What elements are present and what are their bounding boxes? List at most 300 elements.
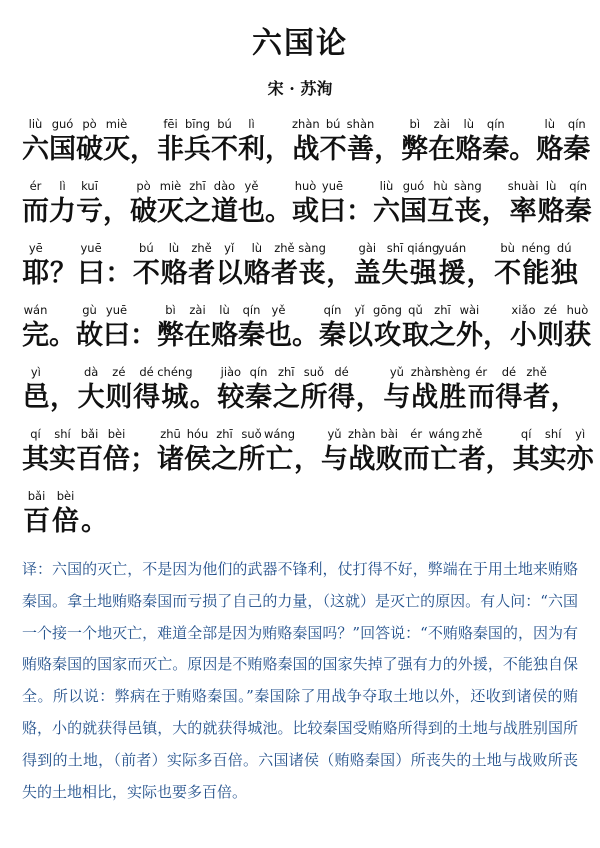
character-cell [49, 116, 76, 168]
hanzi: 而 [22, 196, 49, 227]
character-cell [265, 302, 292, 354]
pinyin: zhū [160, 427, 181, 441]
hanzi: 攻 [373, 320, 401, 351]
pinyin: zhī [434, 303, 451, 317]
character-cell [354, 240, 382, 292]
hanzi: 败 [375, 444, 403, 475]
character-cell [157, 364, 193, 416]
hanzi: 完 [22, 320, 49, 351]
punctuation-cell [355, 364, 383, 416]
pinyin: zhě [461, 427, 483, 441]
character-cell [188, 240, 216, 292]
hanzi: 得 [133, 382, 161, 413]
pinyin: zhě [526, 365, 547, 379]
pinyin: lù [545, 179, 557, 193]
hanzi: 或 [292, 196, 319, 227]
pinyin: suǒ [303, 365, 325, 379]
punctuation: ； [130, 444, 157, 475]
punctuation: ， [50, 382, 77, 413]
character-cell [521, 240, 550, 292]
pinyin: zhī [216, 427, 233, 441]
pinyin: chéng [157, 365, 193, 379]
hanzi: 而 [402, 444, 430, 475]
pinyin: zhàn [410, 365, 439, 379]
hanzi: 胜 [439, 382, 467, 413]
hanzi: 六 [373, 196, 400, 227]
character-cell [455, 116, 482, 168]
punctuation-cell [130, 302, 157, 354]
hanzi: 倍 [103, 444, 130, 475]
text-line [22, 230, 578, 292]
pinyin: yě [271, 303, 286, 317]
character-cell [238, 426, 265, 478]
punctuation: ， [374, 134, 402, 165]
character-cell [454, 178, 482, 230]
character-cell [429, 302, 456, 354]
character-cell [513, 426, 540, 478]
hanzi: 不 [132, 258, 160, 289]
hanzi: 其 [512, 444, 540, 475]
hanzi: 较 [217, 382, 245, 413]
hanzi: 非 [157, 134, 184, 165]
hanzi: 战 [292, 134, 320, 165]
character-cell [211, 426, 238, 478]
punctuation: ， [326, 258, 354, 289]
pinyin: wài [459, 303, 480, 317]
pinyin: yǔ [327, 427, 342, 441]
hanzi: 战 [348, 444, 376, 475]
punctuation-cell [550, 364, 578, 416]
pinyin: ér [29, 179, 42, 193]
pinyin: lì [248, 117, 255, 131]
pinyin: qín [486, 117, 505, 131]
pinyin: bù [500, 241, 515, 255]
hanzi: 者 [270, 258, 298, 289]
character-cell [76, 426, 103, 478]
pinyin: shí [54, 427, 71, 441]
pinyin: qí [520, 427, 532, 441]
character-cell [157, 302, 184, 354]
hanzi: 国 [49, 134, 76, 165]
pinyin: bèi [107, 427, 126, 441]
hanzi: 秦 [563, 134, 591, 165]
pinyin: liù [379, 179, 394, 193]
pinyin: yì [30, 365, 41, 379]
punctuation: 。 [509, 134, 537, 165]
character-cell [77, 364, 105, 416]
character-cell [217, 364, 245, 416]
character-cell [298, 240, 326, 292]
pinyin: bú [139, 241, 154, 255]
character-cell [494, 240, 522, 292]
pinyin: gù [82, 303, 97, 317]
character-cell [320, 116, 347, 168]
pinyin: zhě [191, 241, 212, 255]
pinyin: yuán [437, 241, 467, 255]
punctuation-cell [130, 116, 157, 168]
pinyin: dé [139, 365, 154, 379]
character-cell [409, 240, 438, 292]
hanzi: 互 [427, 196, 454, 227]
hanzi: 赂 [243, 258, 271, 289]
character-cell [160, 240, 188, 292]
character-cell [76, 178, 103, 230]
hanzi: 秦 [564, 196, 592, 227]
character-cell [238, 178, 265, 230]
pinyin: shuài [507, 179, 539, 193]
hanzi: 所 [300, 382, 328, 413]
character-cell [245, 364, 273, 416]
punctuation-cell [346, 178, 373, 230]
punctuation-cell [265, 178, 292, 230]
hanzi: 道 [211, 196, 238, 227]
author-line: 宋 · 苏洵 [267, 79, 333, 98]
punctuation: ， [481, 196, 509, 227]
pinyin: qín [323, 303, 342, 317]
character-cell [321, 426, 348, 478]
character-cell [373, 178, 400, 230]
pinyin: bài [380, 427, 398, 441]
pinyin: lù [251, 241, 263, 255]
punctuation: ， [550, 382, 578, 413]
pinyin: zài [433, 117, 450, 131]
pinyin: miè [105, 117, 128, 131]
pinyin: miè [159, 179, 182, 193]
character-cell [565, 178, 592, 230]
hanzi: 者 [188, 258, 216, 289]
punctuation: ， [355, 382, 383, 413]
pinyin: bèi [56, 489, 75, 503]
pinyin: pò [136, 179, 151, 193]
character-cell [157, 178, 184, 230]
hanzi: 曰 [77, 258, 105, 289]
hanzi: 曰 [319, 196, 346, 227]
translation-paragraph: 译：六国的灭亡，不是因为他们的武器不锋利，仗打得不好，弊端在于用土地来贿赂秦国。拿土地贿赂秦国而亏损了自己的力量，（这就）是灭亡的原因。有人问：“六国一个接一个地灭亡，难道全部是因为贿赂秦国吗？”回答说：“不贿赂秦国的，因为有贿赂秦国的国家而灭亡。原因是不贿赂秦国的国家失掉了强有力的外援，不能独自保全。所以说：弊病在于贿赂秦国。”秦国除了用战争夺取土地以外，还收到诸侯的贿赂，小的就获得邑镇，大的就获得城池。比较秦国受贿赂所得到的土地与战胜别国所得到的土地，（前者）实际多百倍。六国诸侯（贿赂秦国）所丧失的土地与战败所丧失的土地相比，实际也要多百倍。 [22, 560, 578, 801]
character-cell [319, 302, 346, 354]
character-cell [550, 240, 578, 292]
pinyin: huò [566, 303, 589, 317]
punctuation: 。 [81, 506, 108, 537]
character-cell [184, 116, 211, 168]
text-line [22, 354, 578, 416]
hanzi: 亦 [566, 444, 594, 475]
pinyin: néng [521, 241, 551, 255]
pinyin: qí [30, 427, 41, 441]
pinyin: zhī [277, 365, 295, 379]
pinyin: sàng [454, 179, 482, 193]
pinyin: hù [433, 179, 448, 193]
punctuation-cell [486, 426, 513, 478]
pinyin: guó [402, 179, 425, 193]
punctuation: ， [130, 134, 157, 165]
character-cell [211, 178, 238, 230]
character-cell [401, 116, 428, 168]
hanzi: 力 [49, 196, 76, 227]
character-cell [402, 302, 429, 354]
hanzi: 大 [77, 382, 105, 413]
pinyin: pò [82, 117, 97, 131]
hanzi: 耶 [22, 258, 50, 289]
pinyin: zé [543, 303, 557, 317]
character-cell [133, 364, 161, 416]
punctuation: 。 [189, 382, 217, 413]
character-cell [184, 178, 211, 230]
hanzi: 城 [161, 382, 189, 413]
punctuation: ， [265, 134, 292, 165]
punctuation-cell [466, 240, 494, 292]
hanzi: 秦 [238, 320, 265, 351]
character-cell [300, 364, 328, 416]
pinyin: gōng [373, 303, 402, 317]
character-cell [467, 364, 495, 416]
pinyin: qǔ [408, 303, 423, 317]
punctuation-cell [292, 302, 319, 354]
pinyin: wáng [263, 427, 296, 441]
character-cell [238, 116, 265, 168]
pinyin: qín [249, 365, 268, 379]
punctuation-cell [294, 426, 321, 478]
hanzi: 亡 [430, 444, 458, 475]
punctuation-cell [105, 240, 133, 292]
hanzi: 外 [455, 320, 483, 351]
hanzi: 倍 [52, 506, 79, 537]
hanzi: 以 [346, 320, 373, 351]
pinyin: dú [556, 241, 572, 255]
hanzi: 之 [184, 196, 211, 227]
pinyin: bú [217, 117, 232, 131]
character-cell [22, 488, 51, 540]
character-cell [495, 364, 523, 416]
hanzi: 百 [76, 444, 103, 475]
character-cell [184, 426, 211, 478]
character-cell [103, 302, 130, 354]
character-cell [328, 364, 356, 416]
hanzi: 丧 [298, 258, 326, 289]
character-cell [184, 302, 211, 354]
page-title: 六国论 [252, 26, 348, 61]
character-cell [51, 488, 80, 540]
hanzi: 实 [539, 444, 567, 475]
punctuation-cell [483, 302, 510, 354]
pinyin: zhàn [292, 117, 320, 131]
hanzi: 实 [49, 444, 76, 475]
pinyin: hóu [186, 427, 209, 441]
character-cell [130, 178, 157, 230]
pinyin: bú [325, 117, 341, 131]
pinyin: yì [575, 427, 586, 441]
pinyin: zhī [189, 179, 206, 193]
pinyin: dé [501, 365, 517, 379]
character-cell [403, 426, 430, 478]
hanzi: 强 [409, 258, 437, 289]
punctuation-cell [50, 364, 78, 416]
hanzi: 而 [467, 382, 495, 413]
character-cell [157, 426, 184, 478]
character-cell [211, 116, 238, 168]
pinyin: qín [567, 117, 586, 131]
character-cell [76, 116, 103, 168]
hanzi: 赂 [536, 134, 564, 165]
punctuation-cell [265, 116, 292, 168]
hanzi: 也 [238, 196, 265, 227]
pinyin: wáng [428, 427, 460, 441]
character-cell [272, 364, 300, 416]
character-cell [22, 178, 49, 230]
hanzi: 善 [346, 134, 374, 165]
character-cell [438, 240, 466, 292]
pinyin: jiào [220, 365, 242, 379]
hanzi: 之 [428, 320, 456, 351]
text-line [22, 478, 578, 540]
hanzi: 则 [105, 382, 133, 413]
hanzi: 援 [438, 258, 466, 289]
punctuation: ： [130, 320, 157, 351]
pinyin: bì [409, 117, 421, 131]
character-cell [564, 302, 591, 354]
character-cell [523, 364, 551, 416]
character-cell [243, 240, 271, 292]
hanzi: 率 [509, 196, 537, 227]
punctuation: ， [294, 444, 321, 475]
character-cell [381, 240, 409, 292]
hanzi: 在 [184, 320, 211, 351]
hanzi: 独 [550, 258, 578, 289]
hanzi: 灭 [103, 134, 130, 165]
pinyin: yuē [80, 241, 102, 255]
pinyin: dé [334, 365, 349, 379]
pinyin: yuē [105, 303, 128, 317]
character-cell [103, 426, 130, 478]
character-cell [459, 426, 486, 478]
character-cell [292, 178, 319, 230]
character-cell [76, 302, 103, 354]
character-cell [346, 302, 373, 354]
hanzi: 能 [522, 258, 550, 289]
character-cell [22, 364, 50, 416]
hanzi: 邑 [22, 382, 50, 413]
punctuation: ， [482, 320, 510, 351]
character-cell [133, 240, 161, 292]
hanzi: 亡 [266, 444, 293, 475]
hanzi: 灭 [157, 196, 184, 227]
hanzi: 则 [536, 320, 564, 351]
pinyin: yuē [321, 179, 344, 193]
hanzi: 其 [22, 444, 49, 475]
hanzi: 也 [265, 320, 292, 351]
character-cell [373, 302, 402, 354]
hanzi: 诸 [157, 444, 184, 475]
character-cell [22, 426, 49, 478]
character-cell [510, 302, 537, 354]
pinyin: zé [112, 365, 126, 379]
pinyin: bīng [184, 117, 211, 131]
text-line [22, 168, 592, 230]
hanzi: 赂 [537, 196, 565, 227]
punctuation: ， [485, 444, 513, 475]
hanzi: 获 [563, 320, 591, 351]
hanzi: 所 [238, 444, 265, 475]
pinyin: ér [410, 427, 423, 441]
hanzi: 秦 [245, 382, 273, 413]
pinyin: lù [219, 303, 230, 317]
pinyin: bì [165, 303, 176, 317]
character-cell [400, 178, 427, 230]
hanzi: 不 [319, 134, 347, 165]
hanzi: 弊 [401, 134, 429, 165]
character-cell [77, 240, 105, 292]
pinyin: dà [84, 365, 99, 379]
hanzi: 秦 [482, 134, 510, 165]
punctuation-cell [189, 364, 217, 416]
character-cell [435, 364, 471, 416]
pinyin: yē [28, 241, 43, 255]
punctuation-cell [103, 178, 130, 230]
punctuation: 。 [292, 320, 319, 351]
punctuation: ， [103, 196, 130, 227]
pinyin: lù [168, 241, 180, 255]
hanzi: 六 [22, 134, 49, 165]
pinyin: huò [294, 179, 317, 193]
pinyin: shí [544, 427, 562, 441]
hanzi: 盖 [353, 258, 381, 289]
pinyin: suǒ [241, 427, 262, 441]
pinyin: zài [189, 303, 206, 317]
pinyin: yǐ [354, 303, 365, 317]
character-cell [49, 178, 76, 230]
pinyin: kuī [81, 179, 98, 193]
character-cell [215, 240, 243, 292]
character-cell [105, 364, 133, 416]
hanzi: 破 [130, 196, 157, 227]
hanzi: 弊 [157, 320, 184, 351]
pinyin: yě [244, 179, 259, 193]
hanzi: 之 [272, 382, 300, 413]
pinyin: zhàn [348, 427, 376, 441]
punctuation-cell [482, 178, 509, 230]
pinyin: lì [59, 179, 66, 193]
hanzi: 战 [411, 382, 439, 413]
punctuation-cell [509, 116, 536, 168]
text-line [22, 106, 591, 168]
character-cell [430, 426, 459, 478]
character-cell [563, 116, 590, 168]
character-cell [22, 302, 49, 354]
hanzi: 取 [401, 320, 429, 351]
pinyin: lù [463, 117, 475, 131]
hanzi: 曰 [103, 320, 130, 351]
character-cell [411, 364, 439, 416]
character-cell [22, 116, 49, 168]
hanzi: 赂 [211, 320, 238, 351]
hanzi: 以 [215, 258, 243, 289]
pinyin: shèng [435, 365, 471, 379]
text-line [22, 292, 591, 354]
hanzi: 得 [328, 382, 356, 413]
pinyin: dào [213, 179, 236, 193]
character-cell [319, 178, 346, 230]
character-cell [271, 240, 299, 292]
hanzi: 兵 [184, 134, 211, 165]
character-cell [509, 178, 538, 230]
hanzi: 赂 [160, 258, 188, 289]
hanzi: 丧 [454, 196, 482, 227]
punctuation-cell [374, 116, 401, 168]
hanzi: 得 [495, 382, 523, 413]
character-cell [427, 178, 454, 230]
pinyin: xiǎo [511, 303, 536, 317]
character-cell [537, 302, 564, 354]
hanzi: 侯 [184, 444, 211, 475]
